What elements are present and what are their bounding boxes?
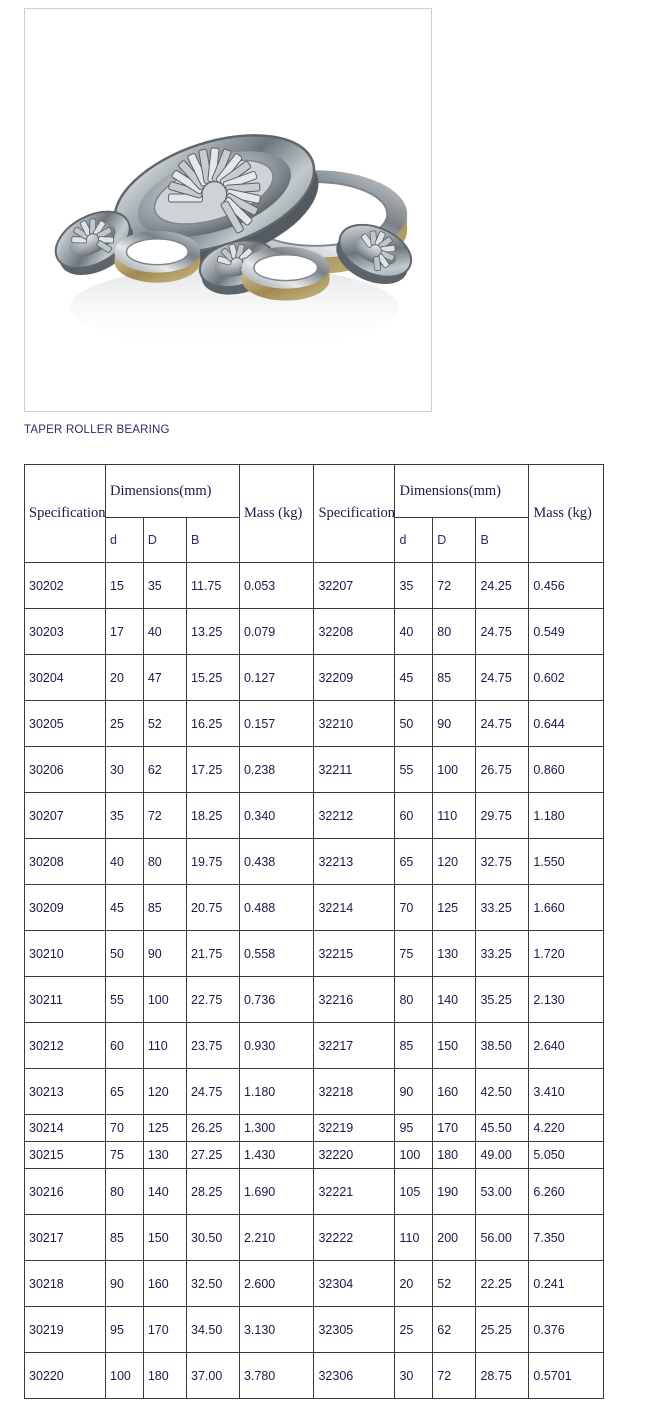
cell-left-mass: 0.079 [239,609,314,655]
header-D-left: D [143,518,186,563]
cell-right-spec: 32209 [314,655,395,701]
cell-left-mass: 2.600 [239,1261,314,1307]
cell-left-B: 23.75 [187,1023,240,1069]
table-row [25,1115,604,1142]
cell-left-spec: 30204 [25,655,106,701]
cell-left-mass: 0.238 [239,747,314,793]
cell-left-mass: 1.430 [239,1142,314,1169]
table-row [25,701,604,747]
cell-right-B: 24.75 [476,609,529,655]
cell-right-spec: 32222 [314,1215,395,1261]
cell-right-B: 24.25 [476,563,529,609]
cell-left-spec: 30214 [25,1115,106,1142]
cell-right-D: 85 [433,655,476,701]
table-row [25,1215,604,1261]
cell-right-mass: 2.640 [529,1023,604,1069]
cell-right-D: 110 [433,793,476,839]
cell-left-spec: 30206 [25,747,106,793]
header-specification-left: Specification [25,465,106,563]
cell-left-d: 60 [106,1023,144,1069]
cell-left-d: 80 [106,1169,144,1215]
cell-left-D: 72 [143,793,186,839]
cell-left-spec: 30208 [25,839,106,885]
header-B-left: B [187,518,240,563]
cell-right-mass: 7.350 [529,1215,604,1261]
cell-right-spec: 32211 [314,747,395,793]
cell-right-d: 70 [395,885,433,931]
cell-right-d: 85 [395,1023,433,1069]
cell-right-D: 130 [433,931,476,977]
cell-left-D: 47 [143,655,186,701]
cell-left-B: 18.25 [187,793,240,839]
cell-right-spec: 32306 [314,1353,395,1399]
cell-right-mass: 2.130 [529,977,604,1023]
cell-right-B: 25.25 [476,1307,529,1353]
table-row [25,747,604,793]
cell-right-D: 100 [433,747,476,793]
table-row [25,563,604,609]
cell-left-mass: 0.340 [239,793,314,839]
table-header [25,465,604,563]
cell-right-d: 30 [395,1353,433,1399]
cell-left-B: 11.75 [187,563,240,609]
cell-right-D: 120 [433,839,476,885]
cell-left-D: 35 [143,563,186,609]
bearing-outer-ring-small-left [115,231,201,283]
cell-left-mass: 0.930 [239,1023,314,1069]
cell-right-B: 42.50 [476,1069,529,1115]
cell-left-d: 45 [106,885,144,931]
cell-left-spec: 30217 [25,1215,106,1261]
cell-right-d: 35 [395,563,433,609]
cell-left-spec: 30210 [25,931,106,977]
cell-left-spec: 30213 [25,1069,106,1115]
cell-left-B: 20.75 [187,885,240,931]
cell-right-mass: 0.5701 [529,1353,604,1399]
cell-left-B: 28.25 [187,1169,240,1215]
cell-right-B: 56.00 [476,1215,529,1261]
cell-right-spec: 32212 [314,793,395,839]
cell-left-spec: 30218 [25,1261,106,1307]
cell-right-mass: 1.550 [529,839,604,885]
cell-right-D: 125 [433,885,476,931]
cell-right-spec: 32219 [314,1115,395,1142]
cell-right-spec: 32213 [314,839,395,885]
table-row [25,885,604,931]
cell-right-B: 33.25 [476,885,529,931]
cell-right-d: 90 [395,1069,433,1115]
cell-left-mass: 0.488 [239,885,314,931]
cell-left-mass: 3.130 [239,1307,314,1353]
cell-right-mass: 6.260 [529,1169,604,1215]
cell-right-B: 35.25 [476,977,529,1023]
cell-right-D: 90 [433,701,476,747]
cell-left-B: 21.75 [187,931,240,977]
table-row [25,1023,604,1069]
cell-right-mass: 5.050 [529,1142,604,1169]
cell-left-d: 90 [106,1261,144,1307]
cell-right-mass: 4.220 [529,1115,604,1142]
cell-left-D: 170 [143,1307,186,1353]
cell-right-B: 28.75 [476,1353,529,1399]
cell-left-d: 30 [106,747,144,793]
cell-left-spec: 30212 [25,1023,106,1069]
table-row [25,655,604,701]
cell-right-d: 80 [395,977,433,1023]
cell-right-D: 62 [433,1307,476,1353]
table-row [25,1069,604,1115]
cell-left-spec: 30216 [25,1169,106,1215]
table-row [25,931,604,977]
cell-left-mass: 0.558 [239,931,314,977]
cell-left-mass: 2.210 [239,1215,314,1261]
cell-right-mass: 0.241 [529,1261,604,1307]
cell-right-mass: 1.180 [529,793,604,839]
cell-right-B: 24.75 [476,701,529,747]
cell-right-d: 50 [395,701,433,747]
cell-left-D: 52 [143,701,186,747]
cell-left-D: 125 [143,1115,186,1142]
cell-right-d: 95 [395,1115,433,1142]
cell-right-mass: 0.860 [529,747,604,793]
cell-right-B: 45.50 [476,1115,529,1142]
cell-left-d: 75 [106,1142,144,1169]
cell-right-D: 72 [433,563,476,609]
cell-left-D: 80 [143,839,186,885]
cell-left-d: 35 [106,793,144,839]
cell-left-D: 140 [143,1169,186,1215]
cell-right-D: 140 [433,977,476,1023]
cell-right-B: 24.75 [476,655,529,701]
cell-right-d: 110 [395,1215,433,1261]
header-d-right: d [395,518,433,563]
cell-left-mass: 1.690 [239,1169,314,1215]
cell-left-mass: 0.127 [239,655,314,701]
table-row [25,1353,604,1399]
header-d-left: d [106,518,144,563]
cell-right-spec: 32304 [314,1261,395,1307]
cell-left-spec: 30205 [25,701,106,747]
cell-left-B: 26.25 [187,1115,240,1142]
cell-left-spec: 30202 [25,563,106,609]
cell-left-d: 95 [106,1307,144,1353]
cell-left-spec: 30215 [25,1142,106,1169]
cell-right-spec: 32218 [314,1069,395,1115]
product-caption: TAPER ROLLER BEARING [24,424,170,436]
table-row [25,1142,604,1169]
cell-right-d: 55 [395,747,433,793]
table-row [25,1261,604,1307]
cell-left-mass: 0.053 [239,563,314,609]
cell-left-B: 19.75 [187,839,240,885]
cell-right-mass: 1.720 [529,931,604,977]
cell-left-mass: 1.180 [239,1069,314,1115]
cell-right-d: 45 [395,655,433,701]
header-dimensions-right: Dimensions(mm) [395,465,529,518]
cell-left-d: 20 [106,655,144,701]
cell-right-spec: 32214 [314,885,395,931]
cell-left-D: 120 [143,1069,186,1115]
cell-right-D: 52 [433,1261,476,1307]
cell-left-d: 100 [106,1353,144,1399]
cell-left-D: 110 [143,1023,186,1069]
cell-right-D: 180 [433,1142,476,1169]
cell-left-B: 32.50 [187,1261,240,1307]
cell-left-B: 13.25 [187,609,240,655]
cell-left-d: 70 [106,1115,144,1142]
cell-right-mass: 0.644 [529,701,604,747]
cell-right-d: 60 [395,793,433,839]
cell-left-mass: 0.736 [239,977,314,1023]
cell-right-D: 150 [433,1023,476,1069]
cell-left-B: 22.75 [187,977,240,1023]
cell-right-B: 33.25 [476,931,529,977]
cell-left-spec: 30220 [25,1353,106,1399]
cell-left-D: 40 [143,609,186,655]
cell-left-D: 62 [143,747,186,793]
cell-right-B: 38.50 [476,1023,529,1069]
header-mass-right: Mass (kg) [529,465,604,563]
cell-left-d: 85 [106,1215,144,1261]
cell-left-D: 90 [143,931,186,977]
cell-left-D: 85 [143,885,186,931]
cell-right-D: 72 [433,1353,476,1399]
cell-right-spec: 32215 [314,931,395,977]
cell-left-d: 65 [106,1069,144,1115]
cell-left-d: 55 [106,977,144,1023]
header-dimensions-left: Dimensions(mm) [106,465,240,518]
cell-left-mass: 0.157 [239,701,314,747]
cell-right-d: 40 [395,609,433,655]
cell-right-B: 26.75 [476,747,529,793]
cell-right-B: 29.75 [476,793,529,839]
bearing-outer-ring-bottom [242,247,330,301]
cell-right-mass: 3.410 [529,1069,604,1115]
header-specification-right: Specification [314,465,395,563]
cell-left-D: 150 [143,1215,186,1261]
cell-right-spec: 32221 [314,1169,395,1215]
cell-left-D: 160 [143,1261,186,1307]
header-D-right: D [433,518,476,563]
cell-left-d: 15 [106,563,144,609]
cell-right-d: 65 [395,839,433,885]
cell-left-B: 24.75 [187,1069,240,1115]
cell-right-B: 53.00 [476,1169,529,1215]
cell-right-spec: 32208 [314,609,395,655]
table-row [25,609,604,655]
cell-right-D: 80 [433,609,476,655]
header-B-right: B [476,518,529,563]
cell-right-D: 200 [433,1215,476,1261]
cell-right-B: 22.25 [476,1261,529,1307]
table-row [25,1307,604,1353]
cell-right-d: 75 [395,931,433,977]
cell-right-mass: 0.549 [529,609,604,655]
taper-roller-bearing-photo [25,9,431,411]
cell-right-mass: 0.376 [529,1307,604,1353]
specification-table-wrapper [24,464,604,1399]
cell-left-spec: 30219 [25,1307,106,1353]
cell-left-B: 16.25 [187,701,240,747]
cell-right-spec: 32207 [314,563,395,609]
table-row [25,1169,604,1215]
table-header-row-groups [25,465,604,518]
cell-right-spec: 32217 [314,1023,395,1069]
cell-right-D: 160 [433,1069,476,1115]
cell-right-mass: 0.456 [529,563,604,609]
cell-right-D: 170 [433,1115,476,1142]
cell-right-spec: 32210 [314,701,395,747]
cell-left-B: 15.25 [187,655,240,701]
cell-right-d: 100 [395,1142,433,1169]
cell-right-D: 190 [433,1169,476,1215]
cell-left-D: 180 [143,1353,186,1399]
cell-right-spec: 32216 [314,977,395,1023]
cell-left-B: 30.50 [187,1215,240,1261]
cell-right-d: 105 [395,1169,433,1215]
table-row [25,839,604,885]
cell-left-mass: 0.438 [239,839,314,885]
cell-left-spec: 30203 [25,609,106,655]
table-row [25,793,604,839]
cell-left-B: 34.50 [187,1307,240,1353]
cell-right-B: 32.75 [476,839,529,885]
cell-right-d: 25 [395,1307,433,1353]
product-image-frame [24,8,432,412]
cell-left-D: 100 [143,977,186,1023]
specification-table [24,464,604,1399]
table-body [25,563,604,1399]
cell-left-mass: 1.300 [239,1115,314,1142]
cell-left-d: 40 [106,839,144,885]
cell-left-spec: 30207 [25,793,106,839]
cell-left-d: 17 [106,609,144,655]
cell-right-mass: 0.602 [529,655,604,701]
cell-left-d: 25 [106,701,144,747]
table-row [25,977,604,1023]
cell-left-d: 50 [106,931,144,977]
cell-left-D: 130 [143,1142,186,1169]
cell-right-spec: 32305 [314,1307,395,1353]
cell-right-d: 20 [395,1261,433,1307]
cell-right-mass: 1.660 [529,885,604,931]
cell-right-spec: 32220 [314,1142,395,1169]
cell-left-B: 17.25 [187,747,240,793]
cell-left-B: 27.25 [187,1142,240,1169]
cell-left-mass: 3.780 [239,1353,314,1399]
cell-left-spec: 30209 [25,885,106,931]
header-mass-left: Mass (kg) [239,465,314,563]
cell-left-B: 37.00 [187,1353,240,1399]
cell-right-B: 49.00 [476,1142,529,1169]
cell-left-spec: 30211 [25,977,106,1023]
